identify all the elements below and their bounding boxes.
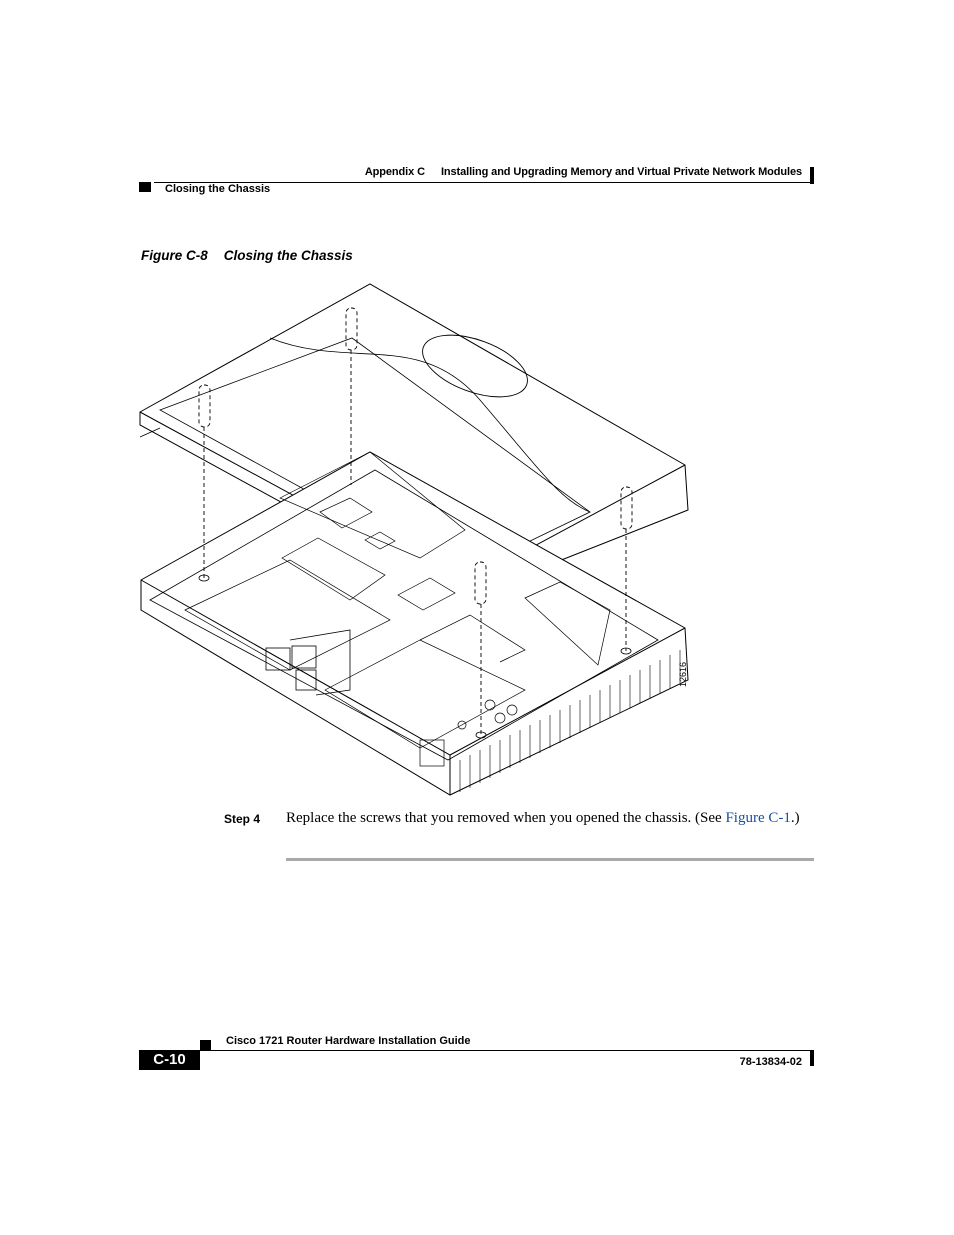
running-header-chapter <box>365 166 802 178</box>
header-appendix: Appendix C <box>364 166 425 178</box>
header-square <box>139 182 151 192</box>
footer-bar <box>810 1050 814 1066</box>
figure-number: Figure C-8 <box>141 248 208 263</box>
figure-title: Closing the Chassis <box>223 248 353 263</box>
step-text-after: .) <box>790 810 800 826</box>
step-end-rule <box>286 858 814 861</box>
header-chapter-title: Installing and Upgrading Memory and Virtual Private Network Modules <box>440 166 802 178</box>
document-number: 78-13834-02 <box>739 1056 802 1068</box>
footer-rule <box>200 1050 814 1051</box>
chassis-illustration <box>138 278 698 798</box>
footer-guide-title: Cisco 1721 Router Hardware Installation Guide <box>226 1035 471 1047</box>
step-text-before: Replace the screws that you removed when you opened the chassis. (See <box>286 810 726 826</box>
figure-art-id: 12616 <box>678 661 688 687</box>
page-number: C-10 <box>139 1050 200 1070</box>
figure-caption <box>141 248 353 263</box>
step-label: Step 4 <box>224 812 261 826</box>
step-text <box>286 809 816 827</box>
figure-c1-link[interactable]: Figure C-1 <box>725 810 791 826</box>
header-section: Closing the Chassis <box>165 183 271 195</box>
